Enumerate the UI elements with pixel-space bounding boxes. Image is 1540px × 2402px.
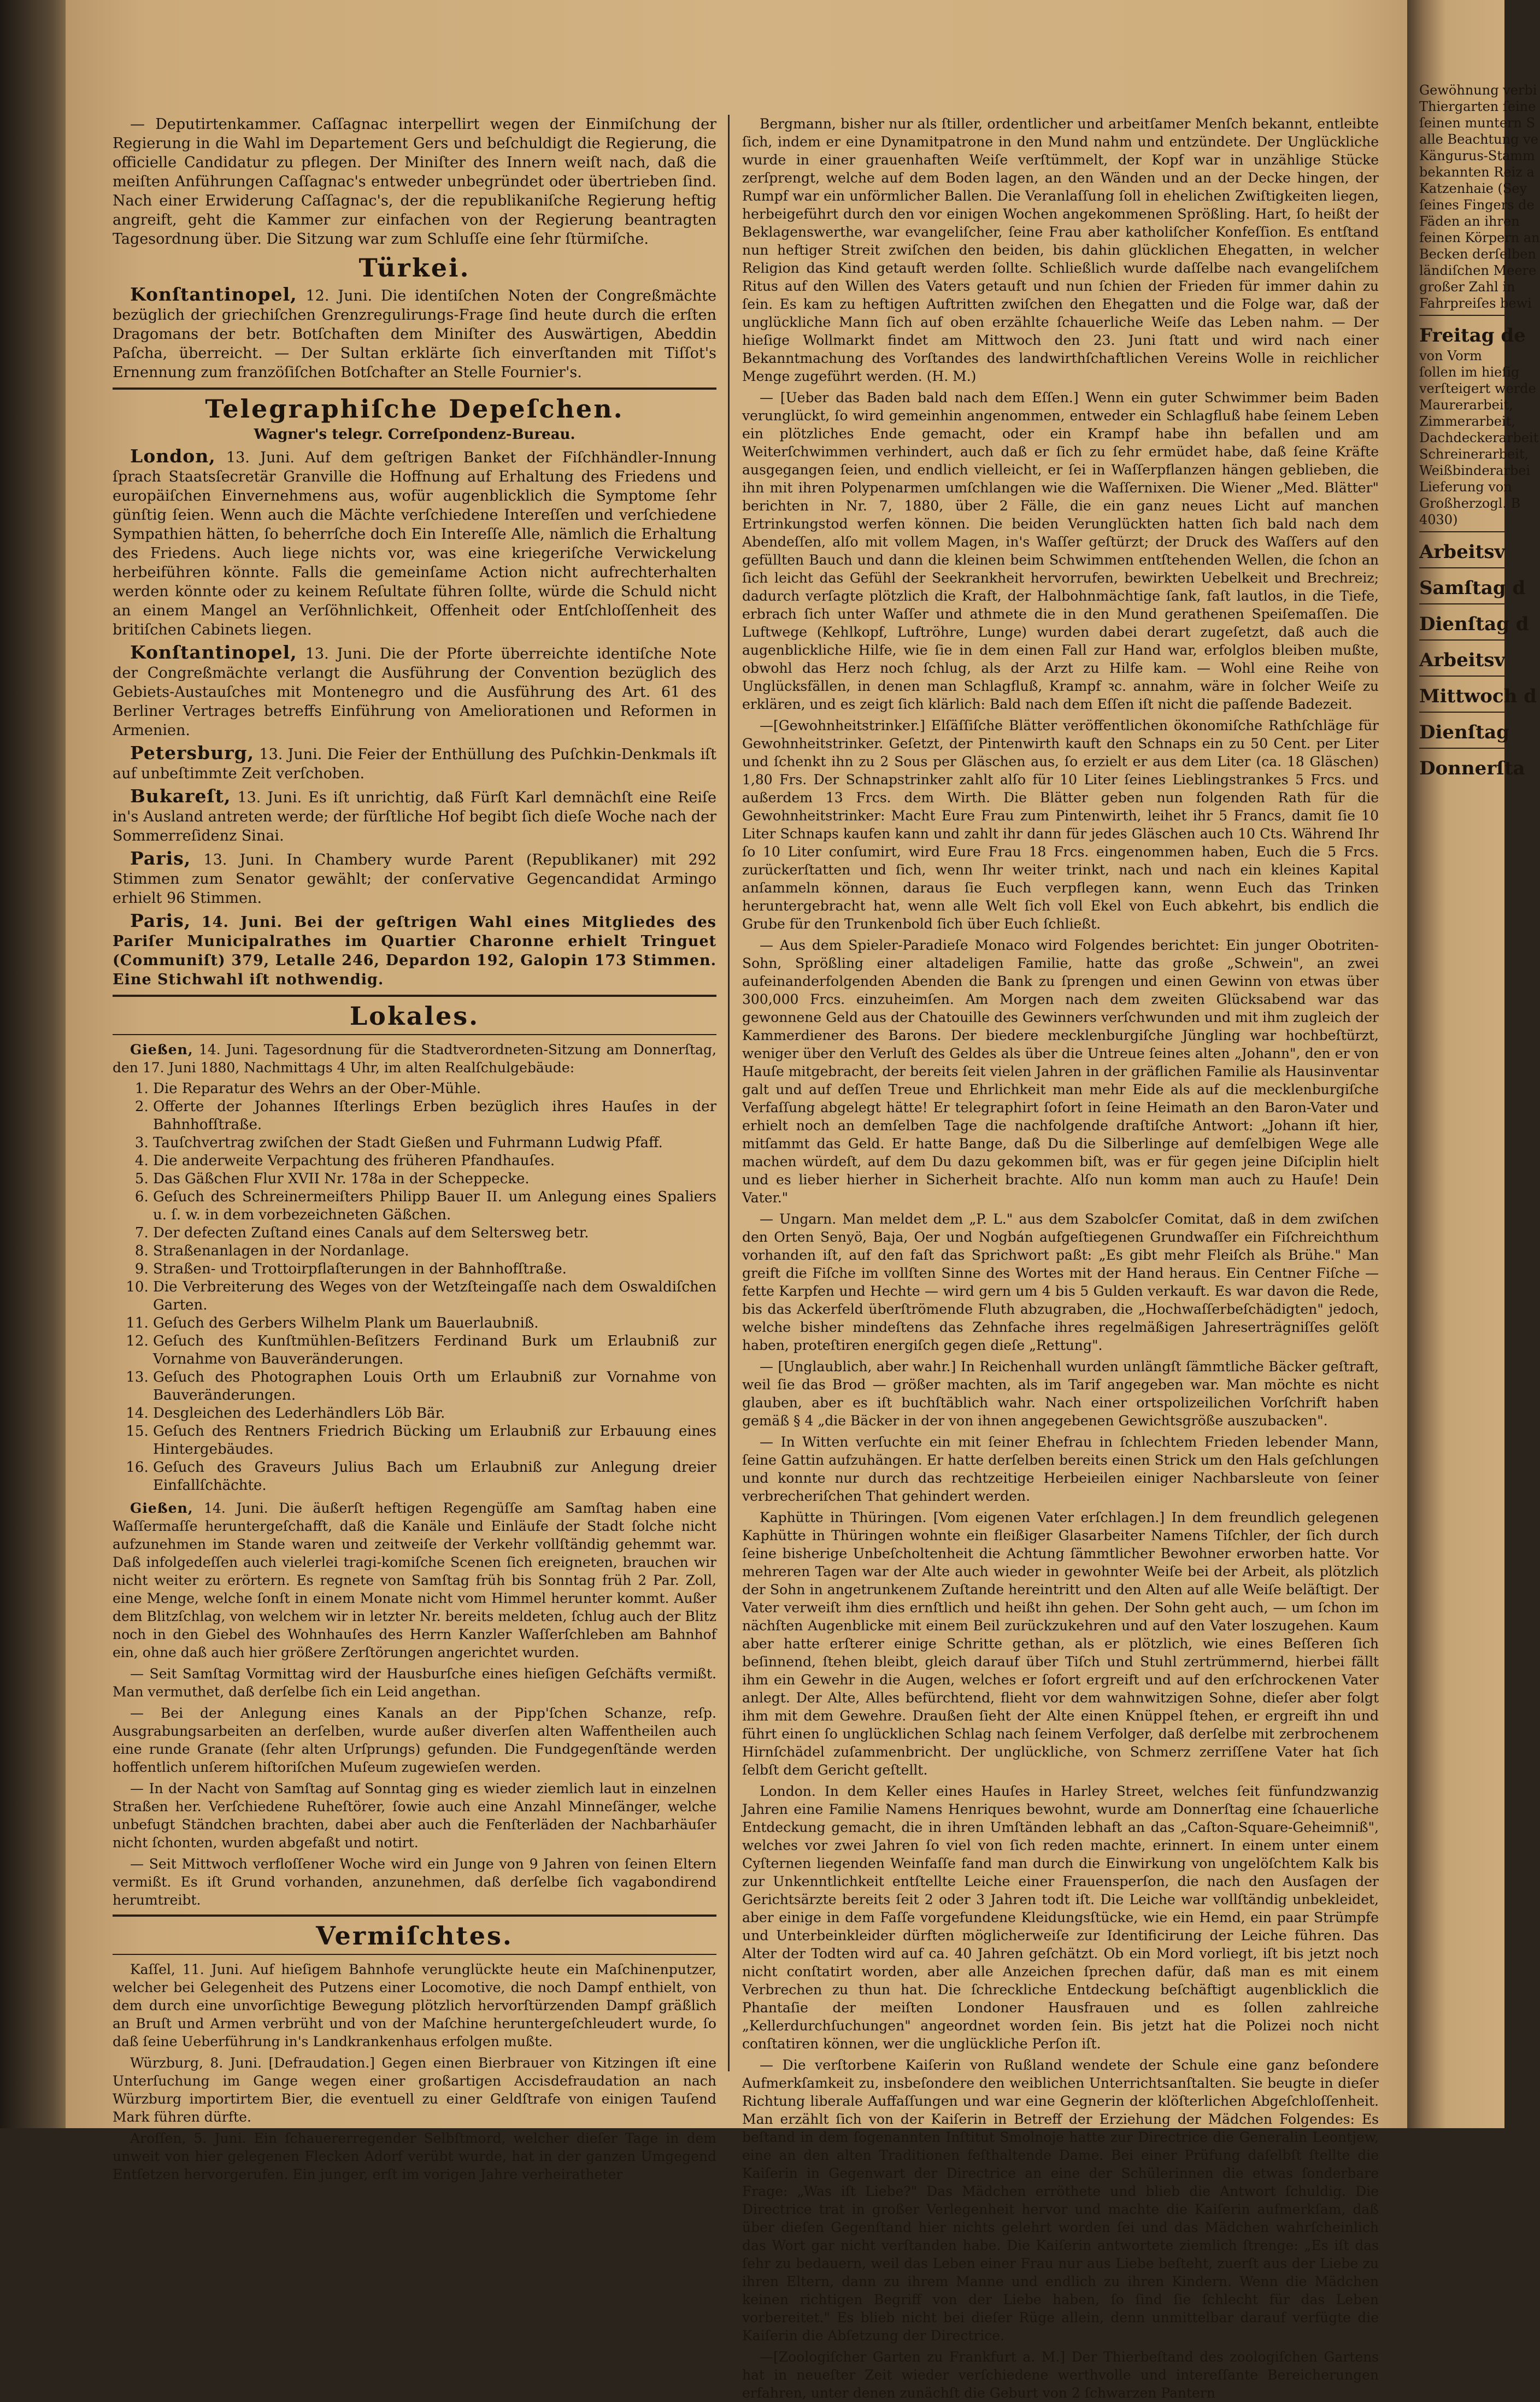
lokales-item: — In der Nacht von Samſtag auf Sonntag ging es wieder ziemlich laut in einzelnen Straßen her. Verſchiedene Ruheſtörer, ſowie auch eine Anzahl Minneſänger, welche unbefugt Ständchen brachten, dabei aber auch die Fenſterläden der Nachbarhäuſer nicht ſchonten, wurden abgefaßt und notirt.	[113, 1781, 716, 1851]
dateline-city: Konſtantinopel,	[130, 284, 297, 305]
telegraph-heading: Telegraphiſche Depeſchen.	[205, 394, 624, 424]
lokales-item: — Seit Mittwoch verfloſſener Woche wird ein Junge von 9 Jahren von ſeinen Eltern vermißt. Es iſt Grund vorhanden, anzunehmen, daß derſelbe ſich vagabondirend herumtreibt.	[113, 1856, 716, 1908]
vermischtes-item: London. In dem Keller eines Hauſes in Harley Street, welches ſeit fünfundzwanzig Jahren eine Familie Namens Henriques bewohnt, wurde am Donnerſtag eine ſchauerliche Entdeckung gemacht, die in ihren Umſtänden lebhaft an das „Caſton-Square-Geheimniß", welches vor zwei Jahren ſo viel von ſich reden machte, erinnert. In einem unter einem Cyſternen liegenden Weinfaſſe fand man durch die Einwirkung von ungelöſchtem Kalk bis zur Unkenntlichkeit entſtellte Leiche einer Frauensperſon, die nach den Ausſagen der Gerichtsärzte bereits ſeit 2 oder 3 Jahren todt iſt. Die Leiche war vollſtändig unbekleidet, aber einige in dem Faſſe vorgefundene Kleidungsſtücke, wie ein Hemd, ein paar Strümpfe und Unterbeinkleider dürften möglicherweiſe zur Identificirung der Leiche führen. Das Alter der Todten wird auf ca. 40 Jahren geſchätzt. Ob ein Mord vorliegt, iſt bis jetzt noch nicht conſtatirt worden, aber alle Anzeichen ſprechen dafür, daß man es mit einem Verbrechen zu thun hat. Die ſchreckliche Entdeckung beſchäftigt augenblicklich die Phantaſie der meiſten Londoner Hausfrauen und es ſollen zahlreiche „Kellerdurchſuchungen" angeordnet worden ſein. Bis jetzt hat die Polizei noch nicht conſtatiren können, wer die unglückliche Perſon iſt.	[742, 1783, 1379, 2052]
giessen-rain-paragraph	[113, 1499, 716, 1661]
dateline-text: 14. Juni. Bei der geſtrigen Wahl eines Mitgliedes des Pariſer Municipalrathes im Quartier Charonne erhielt Tringuet (Communiſt) 379, Letalle 246, Depardon 192, Galopin 173 Stimmen. Eine Stichwahl iſt nothwendig.	[113, 914, 716, 988]
next-page-heading: Samſtag d	[1419, 577, 1526, 599]
section-divider	[113, 1034, 716, 1035]
next-page-rule	[1419, 712, 1504, 713]
agenda-item: 16. Geſuch des Graveurs Julius Bach um Erlaubniß zur Anlegung dreier Einfallſchächte.	[153, 1459, 716, 1495]
dateline-city: London,	[130, 445, 216, 467]
next-page-rule	[1419, 676, 1504, 677]
next-page-rule	[1419, 531, 1504, 532]
lokales-item: — Bei der Anlegung eines Kanals an der Pipp'ſchen Schanze, reſp. Ausgrabungsarbeiten an derſelben, wurde außer diverſen alten Waffentheilen auch eine runde Granate (ſehr alten Urſprungs) gefunden. Die Fundgegenſtände werden hoffentlich unſerem hiſtoriſchen Muſeum zugewieſen werden.	[113, 1705, 716, 1775]
agenda-item: 6. Geſuch des Schreinermeiſters Philipp Bauer II. um Anlegung eines Spaliers u. ſ. w. in dem vorbezeichneten Gäßchen.	[153, 1188, 716, 1224]
next-page-line: ſollen im hieſig	[1419, 365, 1520, 380]
next-page-line: Fahrpreiſes bewi	[1419, 296, 1532, 311]
lokales-heading: Lokales.	[349, 1001, 480, 1031]
right-column	[742, 115, 1379, 2401]
next-page-line: ländiſchen Meere	[1419, 263, 1537, 278]
vermischtes-item: — [Ueber das Baden bald nach dem Eſſen.] Wenn ein guter Schwimmer beim Baden verunglückt, ſo wird gemeinhin angenommen, entweder ein Schlagfluß habe ſeinem Leben ein plötzliches Ende gemacht, oder ein Krampf habe ihn befallen und am Weiterſchwimmen verhindert, auch daß er ſich zu ſehr ermüdet habe, daß ſeine Kräfte ausgegangen ſeien, und endlich vielleicht, er ſei in Waſſerpflanzen hängen geblieben, die ihn mit ihren Polypenarmen umſchlangen wie die Waſſernixen. Die Wiener „Med. Blätter" berichten in Nr. 7, 1880, über 2 Fälle, die ein ganz neues Licht auf manchen Ertrinkungstod werfen können. Die beiden Verunglückten hatten ſich bald nach dem Abendeſſen, alſo mit vollem Magen, in's Waſſer geſtürzt; der Druck des Waſſers auf den gefüllten Bauch und dann die kleinen beim Schwimmen entſtehenden Wellen, die ſchon an ſich leicht das Gefühl der Seekrankheit hervorrufen, bewirkten Uebelkeit und Brechreiz; dadurch verſagte plötzlich die Kraft, der Halbohnmächtige ſank, faſt lautlos, in die Tiefe, erbrach ſich unter Waſſer und athmete die in den Mund gerathenen Speiſemaſſen. Die Luftwege (Kehlkopf, Luftröhre, Lunge) wurden dabei derart zugeſetzt, daß auch die augenblickliche Hilfe, wie ſie in dem einen Fall zur Hand war, erfolglos bleiben mußte, obwohl das Herz noch ſchlug, als der Arzt zu Hilfe kam. — Wohl eine Reihe von Unglücksfällen, in denen man Schlagfluß, Krampf ꝛc. annahm, wäre in ſolcher Weiſe zu erklären, und es zeigt ſich klärlich: Bald nach dem Eſſen iſt nicht die paſſende Badezeit.	[742, 390, 1379, 712]
section-divider	[113, 387, 716, 390]
dateline-city: Konſtantinopel,	[130, 642, 297, 663]
next-page-line: Zimmerarbeit,	[1419, 414, 1515, 429]
dateline-city: Paris,	[130, 848, 191, 869]
vermischtes-item: Würzburg, 8. Juni. [Defraudation.] Gegen einen Bierbrauer von Kitzingen iſt eine Unterſuchung im Gange wegen einer großartigen Accisdefraudation an nach Würzburg importirtem Bier, die eventuell zu einer Geldſtrafe von einigen Tauſend Mark führen dürfte.	[113, 2055, 716, 2125]
deputirten-paragraph: — Deputirtenkammer. Caſſagnac interpellirt wegen der Einmiſchung der Regierung in die Wahl im Departement Gers und beſchuldigt die Regierung, die officielle Candidatur zu pflegen. Der Miniſter des Innern weiſt nach, daß die meiſten Anführungen Caſſagnac's entweder unbegründet oder übertrieben ſind. Nach einer Erwiderung Caſſagnac's, der die republikaniſche Regierung heftig angreift, geht die Kammer zur einfachen von der Regierung beantragten Tagesordnung über. Die Sitzung war zum Schluſſe eine ſehr ſtürmiſche.	[113, 116, 716, 248]
lokales-item: — Seit Samſtag Vormittag wird der Hausburſche eines hieſigen Geſchäfts vermißt. Man vermuthet, daß derſelbe ſich ein Leid angethan.	[113, 1666, 716, 1700]
next-page-rule	[1419, 603, 1504, 604]
agenda-item: 4. Die anderweite Verpachtung des früheren Pfandhauſes.	[153, 1152, 716, 1170]
next-page-line: ſeinen muntern S	[1419, 115, 1536, 131]
next-page-heading: Freitag de	[1419, 325, 1526, 347]
next-page-heading: Dienſtag	[1419, 721, 1509, 743]
dateline-text: 14. Juni. Tagesordnung für die Stadtverordneten-Sitzung am Donnerſtag, den 17. Juni 1880, Nachmittags 4 Uhr, im alten Realſchulgebäude:	[113, 1042, 716, 1076]
next-page-line: Lieferung von	[1419, 479, 1512, 495]
dateline-text: 13. Juni. Die der Pforte überreichte identiſche Note der Congreßmächte verlangt die Ausführung der Convention bezüglich des Gebiets-Austauſches mit Montenegro und die Ausführung des Art. 61 des Berliner Vertrages betreffs Einführung von Ameliorationen und Reformen in Armenien.	[113, 645, 716, 739]
agenda-item: 13. Geſuch des Photographen Louis Orth um Erlaubniß zur Vornahme von Bauveränderungen.	[153, 1369, 716, 1405]
vermischtes-item: — Die verſtorbene Kaiſerin von Rußland wendete der Schule eine ganz beſondere Aufmerkſamkeit zu, insbeſondere den weiblichen Unterrichtsanſtalten. Sie beugte in dieſer Richtung liberale Auffaſſungen und war eine Gegnerin der klöſterlichen Abgeſchloſſenheit. Man erzählt ſich von der Kaiſerin in Betreff der Erziehung der Mädchen Folgendes: Es beſtand in dem ſogenannten Inſtitut Smolnoje hatte zur Directrice die Generalin Leontjew, eine an den alten Traditionen feſthaltende Dame. Bei einer Prüfung daſelbſt ſtellte die Kaiſerin in Gegenwart der Directrice an eine der Schülerinnen die etwas ſonderbare Frage: „Was iſt Liebe?" Das Mädchen erröthete und blieb die Antwort ſchuldig. Die Directrice trat in großer Verlegenheit hervor und machte die Kaiſerin aufmerkſam, daß über dieſen Gegenſtand hier nichts gelehrt worden ſei und das Mädchen wahrſcheinlich das Wort gar nicht verſtanden habe. Die Kaiſerin antwortete ziemlich ſtrenge: „Es iſt das ſehr zu bedauern, weil das Leben einer Frau nur aus Liebe beſteht, zuerſt aus der Liebe zu ihren Eltern, dann zu ihrem Manne und endlich zu ihren Kindern. Wenn die Mädchen keinen richtigen Begriff von der Liebe haben, ſo ſind ſie ſchlecht für das Leben vorbereitet." Es blieb nicht bei dieſer Rüge allein, denn unmittelbar darauf verfügte die Kaiſerin die Abſetzung der Directrice.	[742, 2057, 1379, 2344]
vermischtes-item: Aroſſen, 5. Juni. Ein ſchauererregender Selbſtmord, welcher dieſer Tage in dem unweit von hier gelegenen Flecken Adorf verübt wurde, hat in der ganzen Umgegend Entſetzen hervorgerufen. Ein junger, erſt im vorigen Jahre verheiratheter	[113, 2130, 716, 2182]
section-divider	[113, 995, 716, 997]
vermischtes-heading: Vermiſchtes.	[316, 1921, 513, 1951]
next-page-text	[1419, 82, 1540, 780]
section-divider	[113, 1914, 716, 1917]
dateline-text: 12. Juni. Die identiſchen Noten der Congreßmächte bezüglich der griechiſchen Grenzregulirungs-Frage ſind heute durch die erſten Dragomans der betr. Botſchaften dem Miniſter des Auswärtigen, Abeddin Paſcha, überreicht. — Der Sultan erklärte ſich einverſtanden mit Tiſſot's Ernennung zum franzöſiſchen Botſchafter an Stelle Fournier's.	[113, 287, 716, 381]
london-paragraph	[113, 447, 716, 639]
vermischtes-item: Kaphütte in Thüringen. [Vom eigenen Vater erſchlagen.] In dem freundlich gelegenen Kaphütte in Thüringen wohnte ein fleißiger Glasarbeiter Namens Tiſchler, der ſich durch ſeine bisherige Unbeſcholtenheit die Achtung ſämmtlicher Bewohner erworben hatte. Vor mehreren Tagen war der Alte auch wieder in gewohnter Weiſe bei der Arbeit, als plötzlich der Sohn in angetrunkenem Zuſtande hereintritt und den Alten auf alle Weiſe beläſtigt. Der Vater verweiſt ihm dies ernſtlich und heißt ihn gehen. Der Sohn geht auch, — um ſchon im nächſten Augenblicke mit einem Beil zurückzukehren und auf den Vater loszugehen. Kaum aber hatte erſterer einige Schritte gethan, als er plötzlich, wie eines Beſſeren ſich beſinnend, ſtehen bleibt, gleich darauf über Tiſch und Stuhl zertrümmernd, hierbei fällt ihm ein Gewehr in die Augen, welches er ſofort ergreift und auf den erſchrockenen Vater anlegt. Der Alte, Alles befürchtend, flieht vor dem wahnwitzigen Sohne, dieſer aber folgt ihm mit dem Gewehre. Draußen ſieht der Alte einen Knüppel ſtehen, er ergreift ihn und führt einen ſo unglücklichen Schlag nach ſeinem Verfolger, daß derſelbe mit zerbrochenem Hirnſchädel zuſammenbricht. Der unglückliche, von Schmerz zerriſſene Vater hat ſich ſelbſt dem Gericht geſtellt.	[742, 1510, 1379, 1778]
next-page-line: Dachdeckerarbeit	[1419, 430, 1539, 445]
next-page-line: Weißbinderarbei	[1419, 463, 1531, 478]
next-page-heading: Arbeitsv	[1419, 541, 1506, 563]
vermischtes-item: —[Zoologiſcher Garten zu Frankfurt a. M.] Der Thierbeſtand des zoologiſchen Gartens hat in neueſter Zeit wieder verſchiedene werthvolle und intereſſante Bereicherungen erfahren, unter denen zunächſt die Geburt von 2 ſchwarzen Pantern	[742, 2349, 1379, 2401]
agenda-item: 2. Offerte der Johannes Iſterlings Erben bezüglich ihres Hauſes in der Bahnhofſtraße.	[153, 1098, 716, 1134]
next-page-line: feinen Körpern an	[1419, 230, 1540, 245]
vermischtes-item: Bergmann, bisher nur als ſtiller, ordentlicher und arbeitſamer Menſch bekannt, entleibte ſich, indem er eine Dynamitpatrone in den Mund nahm und entzündete. Der Unglückliche wurde in einer grauenhaften Weiſe verſtümmelt, der Kopf war in unzählige Stücke zerſprengt, welche auf dem Boden lagen, an den Wänden und an der Decke hingen, der Rumpf war ein unförmlicher Ballen. Die Veranlaſſung ſoll in ehelichen Zwiſtigkeiten liegen, herbeigeführt durch den vor einigen Wochen angekommenen Sprößling. Hart, ſo heißt der Beklagenswerthe, war evangeliſcher, ſeine Frau aber katholiſcher Konfeſſion. Es entſtand nun heftiger Streit zwiſchen den beiden, bis dahin glücklichen Ehegatten, in welcher Religion das Kind getauft werden ſollte. Schließlich wurde daſſelbe nach evangeliſchem Ritus auf den Willen des Vaters getauft und nun ſchien der Frieden für immer dahin zu ſein. Es kam zu heftigen Auftritten zwiſchen den Ehegatten und die Folge war, daß der unglückliche Mann ſich auf oben erzählte ſchauerliche Weiſe das Leben nahm. — Der hieſige Wollmarkt findet am Mittwoch den 23. Juni ſtatt und wird nach einer Bekanntmachung des Vorſtandes des landwirthſchaftlichen Vereins Wolle in reichlicher Menge zugeführt werden. (H. M.)	[742, 116, 1379, 384]
vermischtes-item: — Aus dem Spieler-Paradieſe Monaco wird Folgendes berichtet: Ein junger Obotriten-Sohn, Sprößling einer altadeligen Familie, hatte das große „Schwein", an zwei aufeinanderfolgenden Abenden die Bank zu ſprengen und einen Gewinn von etwas über 300,000 Frcs. einzuheimſen. Am Morgen nach dem zweiten Glücksabend war das gewonnene Geld aus der Chatouille des Gewinners verſchwunden und mit ihm zugleich der Kammerdiener des Barons. Der biedere mecklenburgiſche Jüngling war hochbeſtürzt, weniger über den Verluſt des Geldes als über die Untreue ſeines alten „Johann", den er von Hauſe mitgebracht, der bereits ſeit vielen Jahren in der gräflichen Familie als Hausinventar galt und auf deſſen Treue und Ehrlichkeit man mehr Eide als auf die mecklenburgiſche Verfaſſung abgelegt hätte! Er telegraphirt ſofort in ſeine Heimath an den Baron-Vater und erhielt noch an demſelben Tage die nachfolgende draſtiſche Antwort: „Johann iſt hier, mitſammt das Geld. Er hatte Bange, daß Du die Silberlinge auf demſelbigen Wege alle machen würdeſt, auf dem Du dazu gekommen biſt, was er für gegen jeine Diſciplin hielt und es lieber hierher in Sicherheit brachte. Alſo nun komm man auch zu Hauſe! Dein Vater."	[742, 937, 1379, 1206]
vermischtes-item: — Ungarn. Man meldet dem „P. L." aus dem Szabolcſer Comitat, daß in dem zwiſchen den Orten Senyö, Baja, Oer und Nogbán aufgeſtiegenen Grundwaſſer ein Fiſchreichthum vorhanden iſt, auf den faſt das Sprichwort paßt: „Es gibt mehr Fleiſch als Brühe." Man greift die Fiſche im vollſten Sinne des Wortes mit der Hand heraus. Ein Centner Fiſche — fette Karpfen und Hechte — wird gern um 4 bis 5 Gulden verkauft. Es war davon die Rede, bis das Ackerfeld überſtrömende Fluth abzugraben, die „Hochwaſſerbeſchädigten" jedoch, welche bisher mindeſtens das Zehnfache ihres regelmäßigen Jahreserträgniſſes gelöſt haben, proteſtiren energiſch gegen dieſe „Rettung".	[742, 1211, 1379, 1353]
vermischtes-item: —[Gewohnheitstrinker.] Elſäſſiſche Blätter veröffentlichen ökonomiſche Rathſchläge für Gewohnheitstrinker. Geſetzt, der Pintenwirth kauft den Schnaps ein zu 50 Cent. per Liter und ſchenkt ihn zu 2 Sous per Gläschen aus, ſo erzielt er aus dem Liter (ca. 18 Gläschen) 1,80 Frs. Der Schnapstrinker zahlt alſo für 10 Liter ſeines Lieblingstrankes 5 Frcs. und außerdem 13 Frcs. dem Wirth. Die Blätter geben nun folgenden Rath für die Gewohnheitstrinker: Macht Eure Frau zum Pintenwirth, leihet ihr 5 Francs, damit ſie 10 Liter Schnaps kaufen kann und zahlt ihr dann für jedes Gläschen auch 10 Cts. Während Ihr ſo 10 Liter conſumirt, wird Eure Frau 18 Frcs. eingenommen haben, Euch die 5 Frcs. zurückerſtatten und ſich, wenn Ihr weiter trinkt, nach und nach ein kleines Kapital anſammeln können, daraus ſie Euch verpflegen kann, wenn Euch das Trinken heruntergebracht hat, wenn alle Welt ſich voll Ekel von Euch abkehrt, bis endlich die Grube für den Trunkenbold ſich über Euch ſchließt.	[742, 718, 1379, 932]
next-page-line: Schreinerarbeit,	[1419, 447, 1529, 462]
giessen-agenda-intro	[113, 1041, 716, 1077]
agenda-item: 7. Der defecten Zuſtand eines Canals auf dem Seltersweg betr.	[153, 1224, 716, 1242]
dateline-text: 13. Juni. Es iſt unrichtig, daß Fürſt Karl demnächſt eine Reiſe in's Ausland antreten werde; der fürſtliche Hof begibt ſich dieſe Woche nach der Sommerreſidenz Sinai.	[113, 789, 716, 844]
next-page-line: Großherzogl. B	[1419, 496, 1521, 511]
agenda-item: 3. Tauſchvertrag zwiſchen der Stadt Gießen und Fuhrmann Ludwig Pfaff.	[153, 1134, 716, 1152]
next-page-line: Becken derſelben	[1419, 246, 1536, 262]
next-page-heading: Donnerſta	[1419, 757, 1525, 779]
agenda-item: 8. Straßenanlagen in der Nordanlage.	[153, 1242, 716, 1260]
agenda-item: 10. Die Verbreiterung des Weges von der Wetzſteingaſſe nach dem Oswaldiſchen Garten.	[153, 1278, 716, 1314]
left-column	[113, 115, 716, 2182]
next-page-line: Maurerarbeit,	[1419, 397, 1513, 413]
agenda-item: 12. Geſuch des Kunſtmühlen-Beſitzers Ferdinand Burk um Erlaubniß zur Vornahme von Bauveränderungen.	[153, 1332, 716, 1369]
dateline-city: Gießen,	[130, 1042, 193, 1058]
dateline-text: 13. Juni. Auf dem geſtrigen Banket der Fiſchhändler-Innung ſprach Staatsſecretär Granville die Hoffnung auf Erhaltung des Friedens und europäiſchen Einvernehmens aus, wofür augenblicklich die Symptome ſehr günſtig ſeien. Wenn auch die Mächte verſchiedene Intereſſen und verſchiedene Sympathien hätten, ſo beherrſche doch Ein Intereſſe Alle, nämlich die Erhaltung des Friedens. Auch liege nichts vor, was eine kriegeriſche Verwickelung herbeiführen könnte. Falls die gemeinſame Action nicht aufrechterhalten werden könnte oder zu keinem Reſultate führen ſollte, würde die Schuld nicht an einem Mangel an Verſöhnlichkeit, Offenheit oder Entſchloſſenheit des britiſchen Cabinets liegen.	[113, 449, 716, 638]
column-rule	[728, 115, 730, 2071]
dateline-text: 13. Juni. Die Feier der Enthüllung des Puſchkin-Denkmals iſt auf unbeſtimmte Zeit verſchoben.	[113, 746, 716, 782]
dateline-text: 13. Juni. In Chambery wurde Parent (Republikaner) mit 292 Stimmen zum Senator gewählt; der conſervative Gegencandidat Armingo erhielt 96 Stimmen.	[113, 851, 716, 907]
next-page-line: Gewöhnung verbi	[1419, 83, 1537, 98]
telegraph-subheading: Wagner's telegr. Correſpondenz-Bureau.	[254, 426, 575, 443]
konstantinopel-paragraph	[113, 643, 716, 740]
next-page-rule	[1419, 639, 1504, 641]
next-page-edge	[1407, 0, 1540, 2128]
tuerkei-heading: Türkei.	[358, 253, 471, 283]
section-divider	[113, 1954, 716, 1955]
agenda-item: 15. Geſuch des Rentners Friedrich Bücking um Erlaubniß zur Erbauung eines Hintergebäudes.	[153, 1423, 716, 1459]
next-page-heading: Mittwoch d	[1419, 685, 1537, 707]
agenda-item: 14. Desgleichen des Lederhändlers Löb Bär.	[153, 1405, 716, 1423]
newspaper-page	[66, 0, 1407, 2401]
next-page-line: bekannten Reiz a	[1419, 165, 1535, 180]
next-page-line: Kängurus-Stamm	[1419, 148, 1535, 163]
next-page-heading: Dienſtag d	[1419, 613, 1529, 635]
paris-paragraph	[113, 849, 716, 908]
next-page-heading: Arbeitsv	[1419, 649, 1506, 671]
binding-gutter	[0, 0, 66, 2128]
next-page-line: verſteigert werde	[1419, 381, 1536, 396]
dateline-text: 14. Juni. Die äußerſt heftigen Regengüſſe am Samſtag haben eine Waſſermaſſe heruntergeſchafft, daß die Kanäle und Einläufe der Stadt ſolche nicht aufzunehmen im Stande waren und zeitweiſe der Verkehr vollſtändig gehemmt war. Daß infolgedeſſen auch vielerlei tragi-komiſche Scenen ſich ereigneten, brauchen wir nicht weiter zu erörtern. Es regnete von Samſtag früh bis Sonntag früh 2 Par. Zoll, eine Menge, welche ſonſt in einem Monate nicht vom Himmel herunter kommt. Außer dem Blitzſchlag, von welchem wir in letzter Nr. bereits meldeten, ſchlug auch der Blitz noch in den Giebel des Wohnhauſes des Herrn Kanzler Waſſerſchleben am Bahnhof ein, ohne daß auch hier größere Zerſtörungen angerichtet wurden.	[113, 1500, 716, 1660]
agenda-item: 11. Geſuch des Gerbers Wilhelm Plank um Bauerlaubniß.	[153, 1314, 716, 1332]
dateline-city: Gießen,	[130, 1500, 193, 1516]
agenda-item: 9. Straßen- und Trottoirpflaſterungen in der Bahnhofſtraße.	[153, 1260, 716, 1278]
next-page-rule	[1419, 315, 1504, 316]
agenda-item: 1. Die Reparatur des Wehrs an der Ober-Mühle.	[153, 1080, 716, 1098]
next-page-line: Katzenhaie (Sey	[1419, 181, 1527, 196]
next-page-line: großer Zahl in	[1419, 279, 1515, 295]
agenda-item: 5. Das Gäßchen Flur XVII Nr. 178a in der Scheppecke.	[153, 1170, 716, 1188]
next-page-rule	[1419, 567, 1504, 568]
agenda-list	[113, 1080, 716, 1495]
tuerkei-paragraph	[113, 285, 716, 382]
vermischtes-item: — [Unglaublich, aber wahr.] In Reichenhall wurden unlängſt ſämmtliche Bäcker geſtraft, weil ſie das Brod — größer machten, als im Tarif angegeben war. Man möchte es nicht glauben, aber es iſt buchſtäblich wahr. Nach einer ortspolizeilichen Vorſchrift haben gemäß § 4 „die Bäcker in der von ihnen angegebenen Gewichtsgröße auszubacken".	[742, 1359, 1379, 1429]
petersburg-paragraph	[113, 743, 716, 783]
next-page-rule	[1419, 748, 1504, 749]
next-page-line: Fäden an ihren	[1419, 214, 1520, 229]
paris-paragraph	[113, 911, 716, 989]
bukarest-paragraph	[113, 786, 716, 845]
next-page-line: Thiergarten ſeine	[1419, 99, 1536, 114]
next-page-line: 4030)	[1419, 512, 1458, 527]
dateline-city: Paris,	[130, 910, 191, 931]
vermischtes-item: Kaſſel, 11. Juni. Auf hieſigem Bahnhofe verunglückte heute ein Maſchinenputzer, welcher bei Gelegenheit des Putzens einer Locomotive, die noch Dampf enthielt, von dem durch eine unvorſichtige Bewegung plötzlich hervorſtürzenden Dampf gräßlich an Bruſt und Armen verbrüht und von der Maſchine heruntergeſchleudert wurde, ſo daß ſeine Ueberführung in's Landkrankenhaus erfolgen mußte.	[113, 1961, 716, 2049]
dateline-city: Petersburg,	[130, 742, 255, 764]
next-page-line: alle Beachtung ve	[1419, 132, 1538, 147]
dateline-city: Bukareſt,	[130, 785, 231, 807]
vermischtes-item: — In Witten verſuchte ein mit ſeiner Ehefrau in ſchlechtem Frieden lebender Mann, ſeine Gattin aufzuhängen. Er hatte derſelben bereits einen Strick um den Hals geſchlungen und konnte nur durch das rechtzeitige Herbeieilen einiger Nachbarsleute von ſeiner verbrecheriſchen That gehindert werden.	[742, 1434, 1379, 1504]
next-page-line: von Vorm	[1419, 348, 1482, 363]
next-page-line: ſeines Fingers de	[1419, 197, 1535, 213]
